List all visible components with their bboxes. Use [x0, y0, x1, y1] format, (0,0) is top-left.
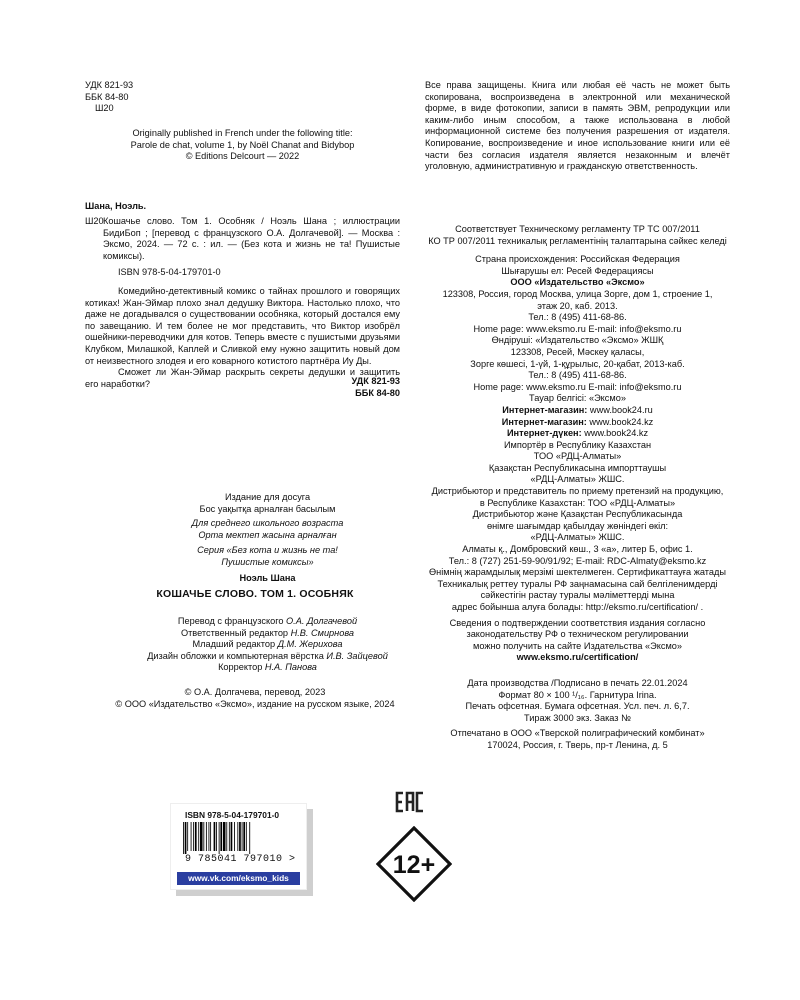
bbk-code: ББК 84-80 [355, 387, 400, 398]
credit-role: Младший редактор [192, 639, 278, 650]
importer-line: «РДЦ-Алматы» ЖШС. [530, 474, 625, 485]
credit-role: Перевод с французского [177, 616, 287, 626]
shop-line [425, 405, 730, 417]
reglament-line: Соответствует Техническому регламенту ТР ТС 007/2011 [455, 224, 700, 234]
original-publication-note [85, 128, 400, 163]
shop-line [425, 417, 730, 429]
distributor-line: сәйкестігін растау туралы мәліметтерді мына [480, 590, 675, 601]
age-line: Для среднего школьного возраста [191, 518, 344, 528]
credit-person: Д.М. Жерихова [277, 639, 343, 650]
credit-line [115, 639, 420, 651]
shop-label: Интернет-магазин: [502, 404, 588, 415]
annotation-paragraph: Комедийно-детективный комикс о тайнах прошлого и говорящих котиках! Жан-Эймар плохо знал дедушку Виктора. Настолько плохо, что даже не догадывался о существовании особняка, который достался ему по завещанию. И тем более не мог представить, что Виктор изобрёл ошейники-переводчики для котов. Теперь вместе с пушистыми друзьями Клубком, Милашкой, Каплей и Сливкой ему нужно защитить новый дом от неизвестного злодея и его коварного котистого партнёра Иу Ды. [85, 286, 400, 366]
age-line: Орта мектеп жасына арналған [198, 529, 337, 540]
shop-url[interactable]: www.book24.kz [586, 416, 654, 427]
credit-role: Ответственный редактор [180, 627, 291, 638]
author-sign: Ш20 [95, 103, 114, 114]
original-title-line: Originally published in French under the following title: [132, 128, 353, 138]
bbk-code: ББК 84-80 [85, 91, 129, 102]
kz-publisher-line: Өндіруші: «Издательство «Эксмо» ЖШҚ [491, 335, 664, 346]
credit-person: Н.В. Смирнова [290, 627, 355, 638]
conformity-line: Сведения о подтверждении соответствия издания согласно [449, 617, 706, 628]
biblio-code: Ш20 [85, 216, 104, 226]
credit-person: И.В. Зайцевой [326, 650, 388, 661]
original-copyright-line: © Editions Delcourt — 2022 [185, 151, 300, 162]
udk-classification-bottom [300, 376, 400, 399]
shop-label: Интернет-магазин: [501, 416, 587, 427]
shop-url[interactable]: www.book24.kz [581, 428, 649, 439]
copyright-line: © ООО «Издательство «Эксмо», издание на русском языке, 2024 [115, 698, 395, 709]
edition-line: Издание для досуга [224, 492, 311, 502]
copyright-line: © О.А. Долгачева, перевод, 2023 [184, 687, 326, 697]
importer-line: Импортёр в Республику Казахстан [503, 439, 652, 450]
print-info-line: Печать офсетная. Бумага офсетная. Усл. печ. л. 6,7. [465, 701, 690, 712]
importer-line: ТОО «РДЦ-Алматы» [533, 451, 622, 462]
author-name: Ноэль Шана [239, 573, 296, 583]
print-info-line: Формат 80 × 100 ¹/₁₆. Гарнитура Irina. [498, 689, 657, 700]
edition-line: Бос уақытқа арналған басылым [199, 503, 336, 514]
series-line: Серия «Без кота и жизнь не та! [197, 545, 338, 555]
kz-publisher-line: Зорге көшесі, 1-үй, 1-құрылыс, 20-қабат, 2013-каб. [470, 358, 685, 369]
distributor-line: адрес бойынша алуға болады: http://eksmo.ru/certification/ . [451, 602, 704, 612]
credits [115, 616, 420, 674]
country-line: Шығарушы ел: Ресей Федерациясы [501, 265, 654, 276]
publisher-address: этаж 20, каб. 2013. [537, 300, 618, 311]
barcode-digits: 9 785041 797010 > [185, 854, 296, 865]
publisher-name: ООО «Издательство «Эксмо» [510, 277, 645, 288]
barcode-icon [183, 822, 293, 854]
distributor-line: өнімге шағымдар қабылдау жөніндегі өкіл: [486, 520, 669, 531]
age-audience [115, 518, 420, 541]
book-title: КОШАЧЬЕ СЛОВО. ТОМ 1. ОСОБНЯК [156, 588, 354, 600]
publisher-address: 123308, Россия, город Москва, улица Зорге, дом 1, строение 1, [442, 288, 713, 299]
credit-person: Н.А. Панова [264, 662, 317, 673]
credit-line [115, 616, 420, 628]
annotation [85, 286, 400, 390]
distributor-line: Дистрибьютор және Қазақстан Республикасында [472, 509, 683, 520]
certification-url[interactable]: www.eksmo.ru/certification/ [516, 652, 639, 663]
eac-conformity-icon [395, 791, 425, 813]
imprint-details [425, 224, 730, 752]
bibliographic-record [85, 216, 400, 262]
credit-line [115, 628, 420, 640]
credit-line [115, 662, 420, 674]
kz-publisher-line: Тел.: 8 (495) 411-68-86. [528, 370, 627, 381]
original-title-line: Parole de chat, volume 1, by Noël Chanat and Bidybop [130, 139, 355, 150]
shop-url[interactable]: www.book24.ru [587, 404, 653, 415]
age-rating-badge [376, 826, 452, 902]
udk-code: УДК 821-93 [351, 376, 400, 386]
credit-role: Корректор [218, 662, 265, 673]
age-rating-label: 12+ [392, 851, 436, 879]
series-name [115, 545, 420, 568]
annotation-paragraph: Сможет ли Жан-Эймар раскрыть секреты дедушки и защитить его наработки? [85, 367, 400, 389]
biblio-description: Кошачье слово. Том 1. Особняк / Ноэль Шана ; иллюстрации БидиБоп ; [перевод с французского О.А. Долгачевой]. — Москва : Эксмо, 2024. — 72 с. : ил. — (Без кота и жизнь не та! Пушистые комиксы). [103, 216, 400, 261]
publisher-homepage: Home page: www.eksmo.ru E-mail: info@eksmo.ru [473, 381, 682, 392]
distributor-line: Өнімнің жарамдылық мерзімі шектелмеген. Сертификаттауға жатады [429, 567, 726, 578]
distributor-line: Тел.: 8 (727) 251-59-90/91/92; E-mail: RDC-Almaty@eksmo.kz [448, 555, 707, 566]
shop-line [425, 428, 730, 440]
distributor-line: в Республике Казахстан: ТОО «РДЦ-Алматы» [479, 497, 676, 508]
copyright-notice [85, 687, 425, 710]
trademark-line: Тауар белгісі: «Эксмо» [529, 393, 626, 404]
credit-role: Дизайн обложки и компьютерная вёрстка [147, 650, 327, 661]
distributor-line: Алматы қ., Домбровский көш., 3 «а», литер Б, офис 1. [462, 544, 693, 555]
barcode-block [170, 803, 307, 890]
distributor-line: Дистрибьютор и представитель по приему претензий на продукцию, [431, 486, 724, 497]
shop-label: Интернет-дүкен: [506, 428, 582, 439]
distributor-line: «РДЦ-Алматы» ЖШС. [530, 532, 625, 543]
series-line: Пушистые комиксы» [221, 556, 314, 567]
author-heading: Шана, Ноэль. [85, 201, 147, 211]
reglament-line: КО ТР 007/2011 техникалық регламентінің талаптарына сәйкес келеді [428, 235, 727, 246]
isbn-line: ISBN 978-5-04-179701-0 [118, 267, 221, 277]
printer-line: Отпечатано в ООО «Тверской полиграфический комбинат» [450, 728, 705, 739]
country-line: Страна происхождения: Российская Федерация [475, 254, 680, 265]
credit-person: О.А. Долгачевой [286, 616, 358, 626]
rights-notice: Все права защищены. Книга или любая её часть не может быть скопирована, воспроизведена в электронной или механической форме, в виде фотокопии, записи в память ЭВМ, репродукции или каким-либо иным способом, а также использована в любой информационной системе без получения разрешения от издателя. Копирование, воспроизведение и иное использование книги или её части без согласия издателя является незаконным и влечёт уголовную, административную и гражданскую ответственность. [425, 80, 730, 172]
kz-publisher-line: 123308, Ресей, Мәскеу қаласы, [510, 346, 645, 357]
conformity-line: законодательству РФ о техническом регулировании [466, 629, 689, 640]
credit-line [115, 651, 420, 663]
publisher-homepage: Home page: www.eksmo.ru E-mail: info@eksmo.ru [473, 323, 682, 334]
edition-type [115, 492, 420, 515]
udk-classification-top [85, 80, 205, 115]
publisher-phone: Тел.: 8 (495) 411-68-86. [528, 312, 627, 323]
importer-line: Қазақстан Республикасына импорттаушы [488, 462, 667, 473]
udk-code: УДК 821-93 [85, 80, 134, 90]
conformity-line: можно получить на сайте Издательства «Эксмо» [473, 640, 682, 651]
print-info-line: Дата производства /Подписано в печать 22.01.2024 [467, 677, 688, 688]
printer-line: 170024, Россия, г. Тверь, пр-т Ленина, д. 5 [487, 739, 668, 750]
distributor-line: Техникалық реттеу туралы РФ заңнамасына сай белгіленимдерді [437, 578, 718, 589]
print-info-line: Тираж 3000 экз. Заказ № [524, 712, 631, 723]
barcode-isbn: ISBN 978-5-04-179701-0 [185, 810, 280, 820]
social-link[interactable]: www.vk.com/eksmo_kids [177, 872, 300, 885]
